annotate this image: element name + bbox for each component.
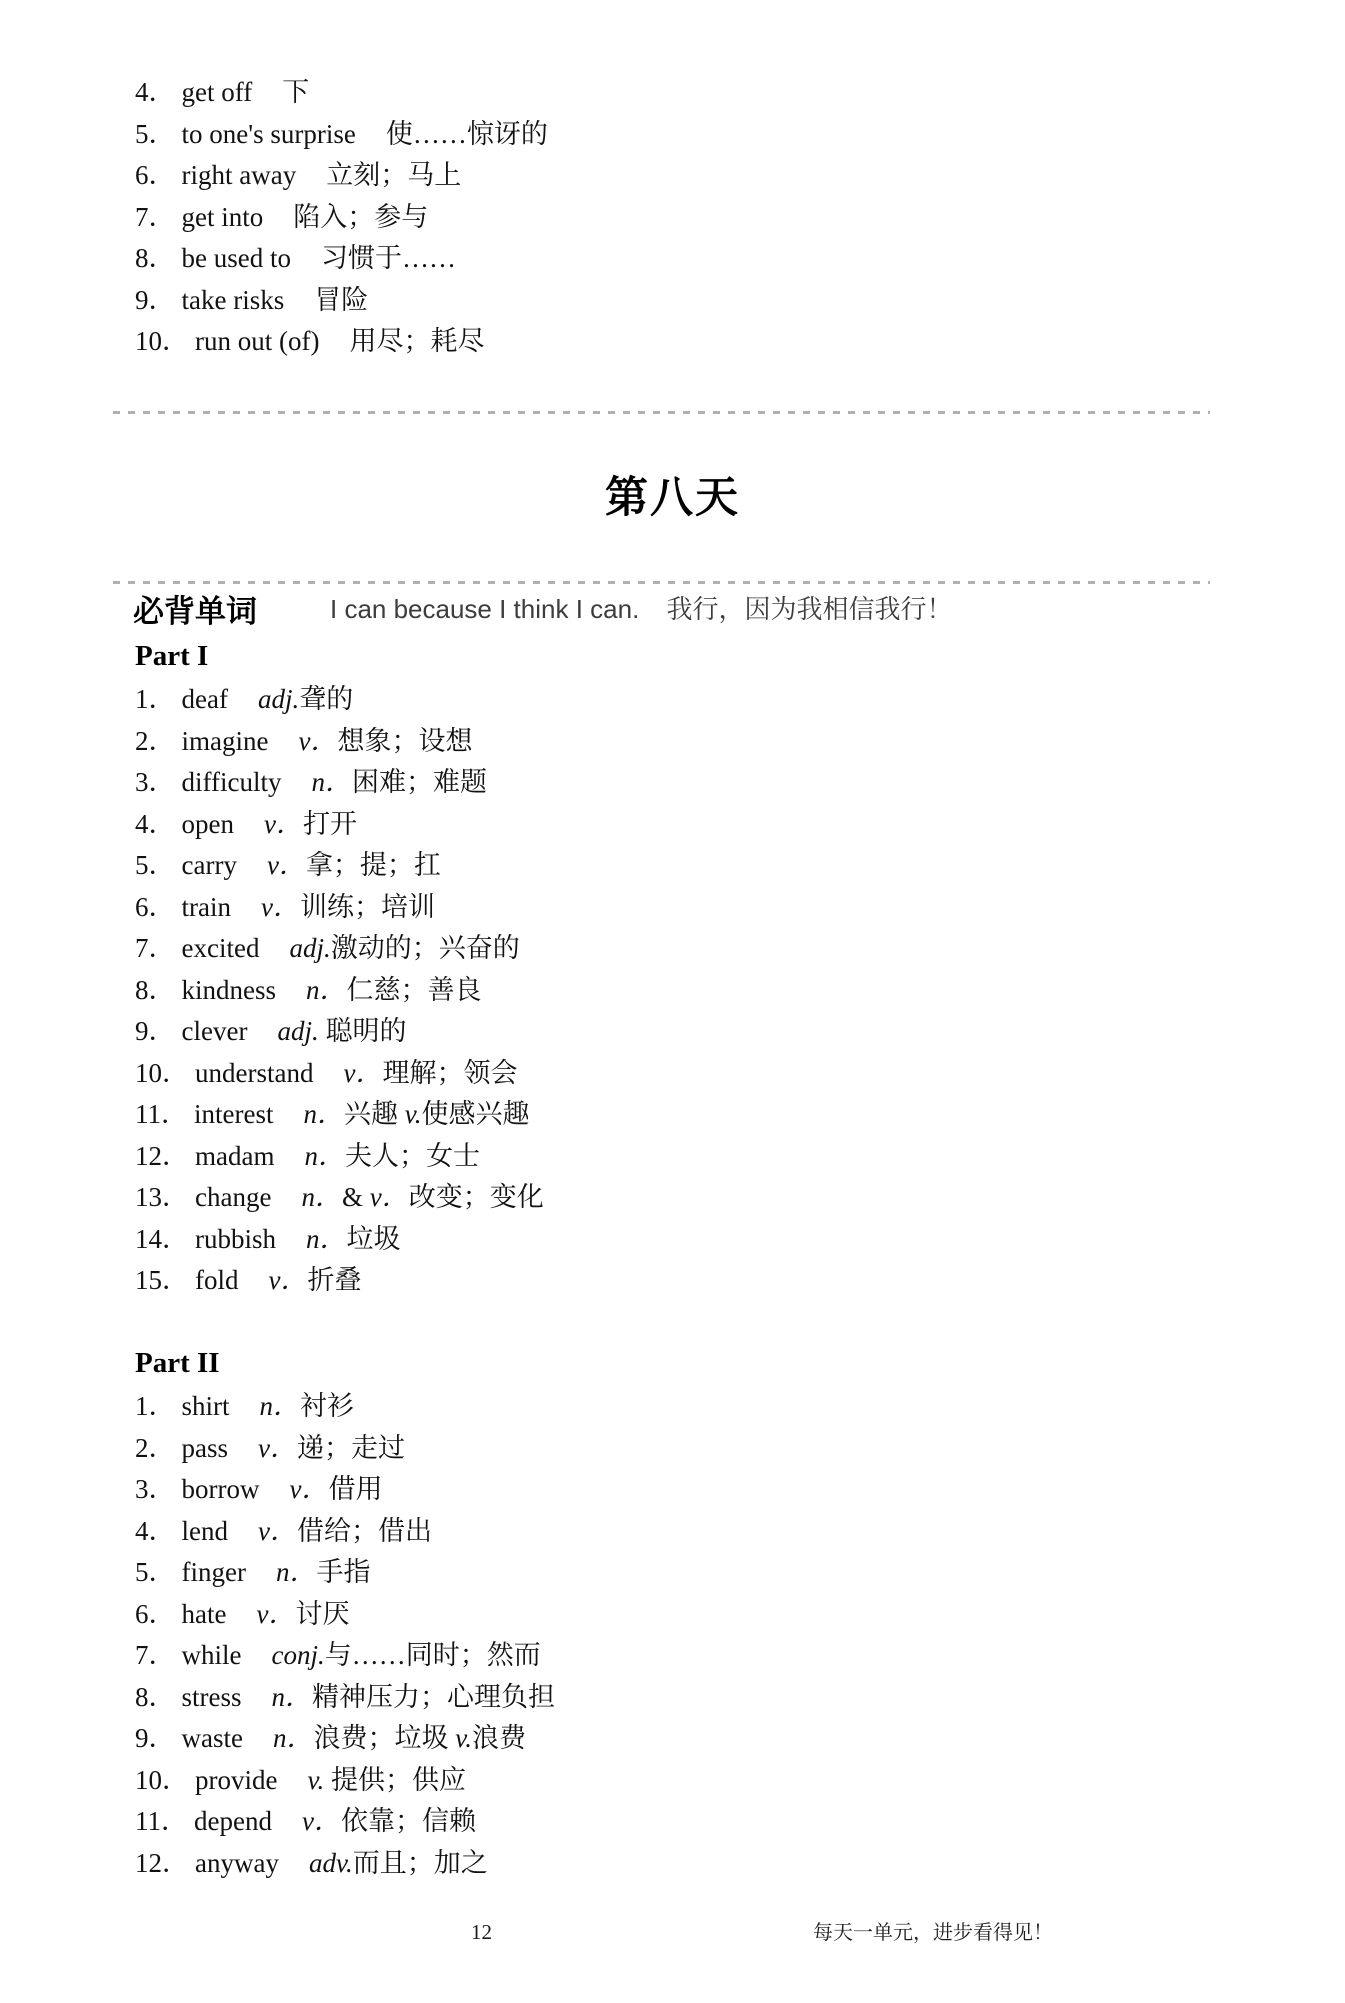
definition-text: 夫人；女士 [344, 1140, 480, 1171]
item-word: rubbish [195, 1223, 276, 1254]
definition-text: 理解；领会 [382, 1057, 518, 1088]
pos-abbrev: v． [301, 1806, 341, 1836]
definition-text: 激动的；兴奋的 [330, 933, 520, 963]
item-definition [267, 850, 441, 880]
item-word: provide [195, 1764, 278, 1795]
vocab-item [135, 1843, 555, 1885]
item-number: 11． [135, 1806, 188, 1836]
pos-abbrev: v． [298, 725, 338, 756]
item-word: shirt [181, 1391, 230, 1421]
item-word: take risks [181, 284, 285, 315]
vocab-item [135, 1677, 555, 1719]
item-definition [276, 1557, 371, 1587]
pos-abbrev: v． [289, 1474, 329, 1504]
definition-text: 衬衫 [300, 1391, 355, 1421]
definition-text: 提供；供应 [324, 1764, 466, 1795]
item-word: right away [181, 160, 297, 190]
vocab-item [135, 721, 544, 763]
item-definition [277, 1016, 406, 1046]
item-word: madam [195, 1140, 275, 1171]
pos-abbrev: v. [404, 1099, 422, 1129]
item-word: depend [194, 1806, 272, 1836]
item-number: 5． [135, 1557, 176, 1587]
pos-abbrev: v． [343, 1057, 383, 1088]
item-number: 3． [135, 767, 176, 797]
definition-text: 下 [282, 77, 310, 107]
pos-abbrev: v. [455, 1723, 472, 1753]
item-number: 12． [135, 1140, 189, 1171]
pos-abbrev: v． [369, 1182, 409, 1212]
definition-text: 依靠；信赖 [340, 1806, 476, 1836]
definition-text: 聋的 [299, 684, 354, 714]
item-word: waste [181, 1723, 243, 1753]
item-word: imagine [181, 725, 269, 756]
day-heading: 第八天 [605, 474, 740, 522]
definition-text: 打开 [302, 808, 357, 839]
vocab-item [135, 1718, 555, 1760]
vocab-item [135, 1177, 544, 1219]
item-number: 4． [135, 1515, 176, 1546]
item-number: 6． [135, 160, 176, 190]
part1-title: Part I [135, 640, 209, 672]
motto-english: I can because I think I can. [330, 594, 640, 624]
definition-text: 借用 [328, 1474, 383, 1504]
motto-chinese: 我行，因为我相信我行！ [666, 594, 953, 624]
definition-text: 拿；提；扛 [305, 850, 441, 880]
vocab-item [135, 1053, 544, 1095]
item-definition [303, 1099, 529, 1129]
definition-text: 讨厌 [295, 1598, 350, 1629]
vocab-item [135, 1219, 544, 1261]
vocab-item [135, 1386, 555, 1428]
motto-line [330, 592, 953, 626]
vocab-list-part2 [135, 1386, 555, 1884]
definition-text: 浪费；垃圾 [313, 1723, 456, 1753]
pos-abbrev: n． [301, 1182, 342, 1212]
vocab-item [135, 1594, 555, 1636]
item-number: 14． [135, 1223, 189, 1254]
vocab-item [135, 804, 544, 846]
pos-abbrev: v． [260, 891, 300, 922]
item-number: 10． [135, 326, 189, 356]
definition-text: 陷入；参与 [293, 201, 429, 232]
item-number: 10． [135, 1764, 189, 1795]
pos-abbrev: adv. [308, 1847, 353, 1878]
definition-text: 想象；设想 [337, 725, 473, 756]
footer-slogan: 每天一单元，进步看得见！ [813, 1922, 1053, 1944]
dashed-divider-top [113, 411, 1210, 414]
item-definition [306, 1224, 401, 1254]
item-number: 7． [135, 933, 176, 963]
pos-abbrev: adj. [257, 684, 300, 714]
item-word: to one's surprise [181, 118, 356, 149]
pos-abbrev: adj. [289, 933, 331, 963]
item-definition [309, 1848, 488, 1878]
pos-abbrev: adj. [277, 1016, 319, 1046]
item-definition [258, 1433, 405, 1463]
dashed-divider-section [113, 581, 1210, 584]
item-definition [256, 1599, 349, 1629]
item-definition [260, 1391, 355, 1421]
item-number: 11． [135, 1099, 188, 1129]
item-word: borrow [181, 1474, 260, 1504]
item-number: 4． [135, 808, 176, 839]
definition-text: 习惯于…… [320, 243, 456, 273]
pos-abbrev: v． [258, 1515, 297, 1546]
item-definition [289, 1474, 382, 1504]
item-number: 5． [135, 850, 176, 880]
item-number: 2． [135, 1432, 176, 1463]
item-definition [349, 326, 484, 356]
definition-text: & [341, 1182, 370, 1212]
item-definition [314, 285, 368, 315]
definition-text: 手指 [316, 1557, 371, 1587]
item-number: 10． [135, 1057, 189, 1088]
item-word: be used to [181, 243, 291, 273]
item-number: 8． [135, 1681, 176, 1712]
item-word: train [181, 891, 231, 922]
vocab-item [135, 970, 544, 1012]
item-definition [302, 1806, 476, 1836]
item-definition [273, 1723, 526, 1753]
vocab-item [135, 1635, 555, 1677]
definition-text: 借给；借出 [296, 1515, 432, 1546]
item-word: kindness [181, 974, 276, 1005]
item-definition [293, 202, 428, 232]
item-number: 8． [135, 974, 176, 1005]
item-number: 7． [135, 1640, 176, 1670]
item-word: finger [181, 1557, 246, 1587]
item-word: fold [195, 1265, 239, 1295]
vocab-list-previous [135, 72, 548, 363]
definition-text: 使感兴趣 [421, 1099, 530, 1129]
definition-text: 浪费 [471, 1723, 526, 1753]
pos-abbrev: n． [306, 974, 347, 1005]
vocab-list-part1 [135, 679, 544, 1302]
item-word: interest [194, 1099, 274, 1129]
item-definition [301, 1182, 543, 1212]
definition-text: 仁慈；善良 [346, 974, 482, 1005]
page-number: 12 [471, 1920, 492, 1944]
vocab-item [135, 1094, 544, 1136]
item-definition [272, 1682, 556, 1712]
definition-text: 与……同时；然而 [324, 1640, 541, 1670]
item-word: hate [181, 1598, 227, 1629]
item-definition [282, 77, 309, 107]
pos-abbrev: n． [259, 1391, 301, 1421]
item-number: 5． [135, 118, 176, 149]
vocab-item [135, 1801, 555, 1843]
pos-abbrev: n． [311, 767, 352, 797]
item-word: change [195, 1182, 272, 1212]
vocab-item [135, 197, 548, 239]
pos-abbrev: n． [304, 1140, 345, 1171]
vocab-item [135, 1469, 555, 1511]
item-word: while [181, 1640, 242, 1670]
item-word: run out (of) [195, 326, 320, 356]
item-number: 15． [135, 1265, 189, 1295]
item-word: anyway [195, 1847, 279, 1878]
vocab-item [135, 845, 544, 887]
item-definition [298, 726, 472, 756]
item-definition [343, 1058, 517, 1088]
vocab-item [135, 887, 544, 929]
definition-text: 折叠 [307, 1265, 362, 1295]
item-word: clever [181, 1016, 248, 1046]
item-definition [307, 1765, 465, 1795]
item-number: 7． [135, 201, 176, 232]
item-definition [272, 1640, 541, 1670]
item-number: 6． [135, 1598, 176, 1629]
item-number: 12． [135, 1847, 189, 1878]
definition-text: 用尽；耗尽 [349, 326, 485, 356]
definition-text: 训练；培训 [299, 891, 435, 922]
item-number: 9． [135, 1016, 176, 1046]
item-word: carry [181, 850, 237, 880]
vocab-item [135, 1511, 555, 1553]
definition-text: 困难；难题 [351, 767, 487, 797]
item-word: get into [181, 201, 264, 232]
item-definition [258, 684, 353, 714]
item-word: difficulty [181, 767, 282, 797]
item-number: 9． [135, 284, 176, 315]
item-number: 1． [135, 1391, 176, 1421]
vocab-item [135, 321, 548, 363]
definition-text: 冒险 [314, 284, 369, 315]
definition-text: 垃圾 [346, 1223, 401, 1254]
pos-abbrev: v． [268, 1265, 308, 1295]
item-word: pass [181, 1432, 228, 1463]
vocab-item [135, 72, 548, 114]
item-definition [306, 975, 482, 1005]
vocab-item [135, 155, 548, 197]
vocab-item [135, 1011, 544, 1053]
pos-abbrev: n． [271, 1681, 312, 1712]
vocab-item [135, 1552, 555, 1594]
vocab-item [135, 114, 548, 156]
item-number: 2． [135, 725, 176, 756]
pos-abbrev: n． [306, 1223, 347, 1254]
vocab-item [135, 928, 544, 970]
item-definition [386, 119, 548, 149]
item-number: 8． [135, 243, 176, 273]
item-word: stress [181, 1681, 242, 1712]
item-definition [264, 809, 357, 839]
definition-text: 聪明的 [318, 1016, 407, 1046]
definition-text: 改变；变化 [408, 1182, 544, 1212]
definition-text: 精神压力；心理负担 [312, 1681, 555, 1712]
item-definition [289, 933, 519, 963]
definition-text: 而且；加之 [352, 1847, 488, 1878]
vocab-item [135, 238, 548, 280]
definition-text: 立刻；马上 [326, 160, 462, 190]
definition-text: 递；走过 [296, 1432, 405, 1463]
pos-abbrev: n． [275, 1557, 317, 1587]
definition-text: 兴趣 [343, 1099, 405, 1129]
item-definition [326, 160, 461, 190]
pos-abbrev: v． [266, 850, 306, 880]
part2-title: Part II [135, 1347, 220, 1379]
item-number: 9． [135, 1723, 176, 1753]
pos-abbrev: v． [263, 808, 303, 839]
pos-abbrev: n． [303, 1099, 344, 1129]
definition-text: 使……惊讶的 [385, 118, 548, 149]
item-word: lend [181, 1515, 228, 1546]
pos-abbrev: n． [272, 1723, 314, 1753]
pos-abbrev: conj. [271, 1640, 325, 1670]
item-number: 13． [135, 1182, 189, 1212]
item-word: understand [195, 1057, 314, 1088]
item-definition [311, 767, 487, 797]
item-word: open [181, 808, 234, 839]
item-number: 3． [135, 1474, 176, 1504]
item-number: 6． [135, 891, 176, 922]
item-definition [269, 1265, 362, 1295]
pos-abbrev: v. [307, 1764, 325, 1795]
vocab-item [135, 762, 544, 804]
vocab-item [135, 1136, 544, 1178]
vocab-item [135, 1260, 544, 1302]
vocab-item [135, 1428, 555, 1470]
section-label: 必背单词 [133, 594, 257, 629]
vocab-item [135, 679, 544, 721]
item-word: deaf [181, 684, 228, 714]
item-number: 1． [135, 684, 176, 714]
item-definition [321, 243, 456, 273]
item-definition [304, 1141, 480, 1171]
pos-abbrev: v． [258, 1432, 297, 1463]
pos-abbrev: v． [256, 1598, 296, 1629]
item-word: get off [181, 77, 253, 107]
vocab-item [135, 1760, 555, 1802]
item-word: excited [181, 933, 260, 963]
item-definition [261, 892, 435, 922]
item-number: 4． [135, 77, 176, 107]
vocab-item [135, 280, 548, 322]
item-definition [258, 1516, 432, 1546]
